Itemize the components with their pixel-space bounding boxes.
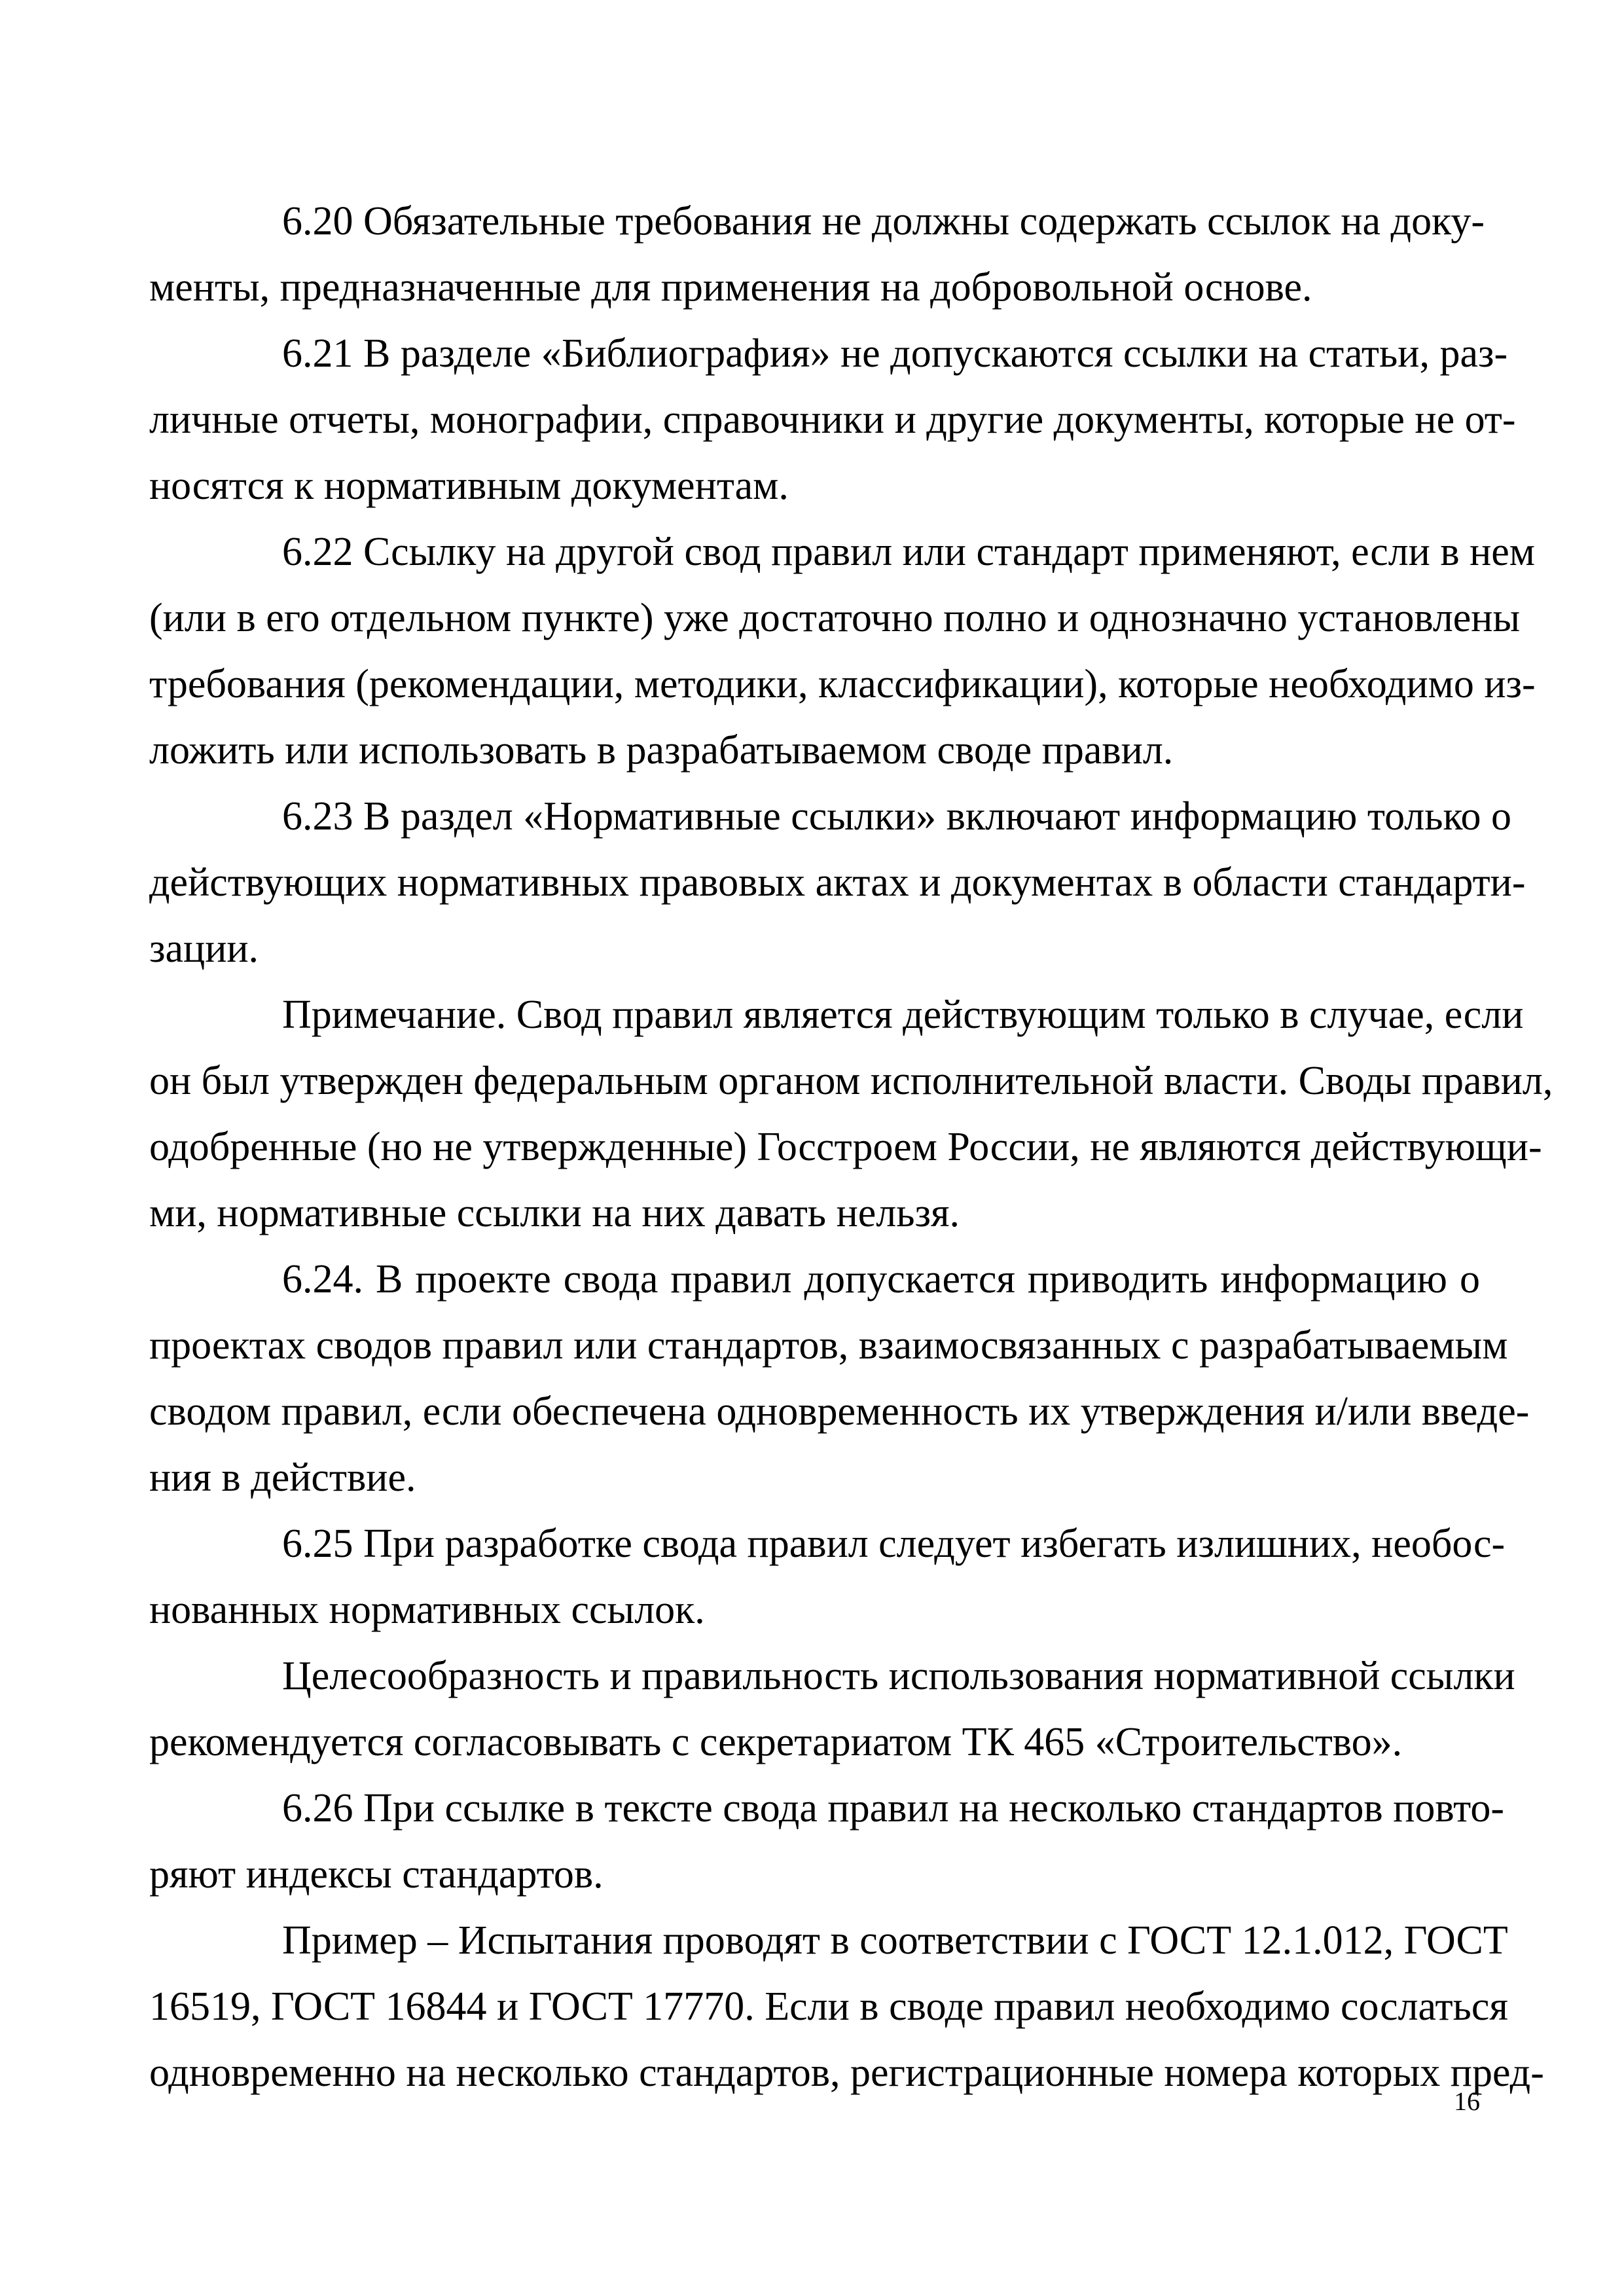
paragraph-6-24-line-3: сводом правил, если обеспечена одновременность их утверждения и/или введе- bbox=[149, 1389, 1530, 1434]
paragraph-6-20-line-2: менты, предназначенные для применения на добровольной основе. bbox=[149, 265, 1312, 310]
example-line-3: одновременно на несколько стандартов, регистрационные номера которых пред- bbox=[149, 2050, 1544, 2095]
paragraph-6-21-line-1: 6.21 В разделе «Библиография» не допускаются ссылки на статьи, раз- bbox=[282, 331, 1508, 376]
example-line-1: Пример – Испытания проводят в соответствии с ГОСТ 12.1.012, ГОСТ bbox=[282, 1918, 1508, 1963]
expediency-line-2: рекомендуется согласовывать с секретариатом ТК 465 «Строительство». bbox=[149, 1720, 1403, 1764]
paragraph-6-23-line-2: действующих нормативных правовых актах и документах в области стандарти- bbox=[149, 860, 1526, 905]
paragraph-6-22-line-1: 6.22 Ссылку на другой свод правил или стандарт применяют, если в нем bbox=[282, 530, 1536, 574]
paragraph-6-25-line-1: 6.25 При разработке свода правил следует избегать излишних, необос- bbox=[282, 1522, 1506, 1566]
paragraph-6-21-line-3: носятся к нормативным документам. bbox=[149, 464, 789, 508]
paragraph-6-22-line-2: (или в его отдельном пункте) уже достаточно полно и однозначно установлены bbox=[149, 596, 1521, 640]
paragraph-6-26-line-2: ряют индексы стандартов. bbox=[149, 1852, 604, 1897]
paragraph-6-24-line-2: проектах сводов правил или стандартов, взаимосвязанных с разрабатываемым bbox=[149, 1323, 1508, 1368]
note-line-2: он был утвержден федеральным органом исполнительной власти. Своды правил, bbox=[149, 1059, 1553, 1103]
paragraph-6-20-line-1: 6.20 Обязательные требования не должны содержать ссылок на доку- bbox=[282, 199, 1485, 244]
paragraph-6-24-line-1: 6.24. В проекте свода правил допускается приводить информацию о bbox=[282, 1257, 1480, 1302]
note-line-3: одобренные (но не утвержденные) Госстроем России, не являются действующи- bbox=[149, 1125, 1542, 1169]
note-line-1: Примечание. Свод правил является действующим только в случае, если bbox=[282, 993, 1524, 1037]
note-line-4: ми, нормативные ссылки на них давать нельзя. bbox=[149, 1191, 960, 1235]
document-body bbox=[149, 189, 1553, 2106]
paragraph-6-25-line-2: нованных нормативных ссылок. bbox=[149, 1588, 705, 1632]
page-number: 16 bbox=[1454, 2086, 1480, 2116]
paragraph-6-26-line-1: 6.26 При ссылке в тексте свода правил на несколько стандартов повто- bbox=[282, 1786, 1505, 1831]
paragraph-6-23-line-3: зации. bbox=[149, 926, 259, 971]
paragraph-6-21-line-2: личные отчеты, монографии, справочники и другие документы, которые не от- bbox=[149, 397, 1516, 442]
paragraph-6-24-line-4: ния в действие. bbox=[149, 1455, 416, 1500]
expediency-line-1: Целесообразность и правильность использования нормативной ссылки bbox=[282, 1654, 1515, 1698]
paragraph-6-22-line-3: требования (рекомендации, методики, классификации), которые необходимо из- bbox=[149, 662, 1536, 706]
example-line-2: 16519, ГОСТ 16844 и ГОСТ 17770. Если в своде правил необходимо сослаться bbox=[149, 1984, 1508, 2029]
paragraph-6-23-line-1: 6.23 В раздел «Нормативные ссылки» включают информацию только о bbox=[282, 794, 1511, 839]
paragraph-6-22-line-4: ложить или использовать в разрабатываемом своде правил. bbox=[149, 728, 1174, 773]
